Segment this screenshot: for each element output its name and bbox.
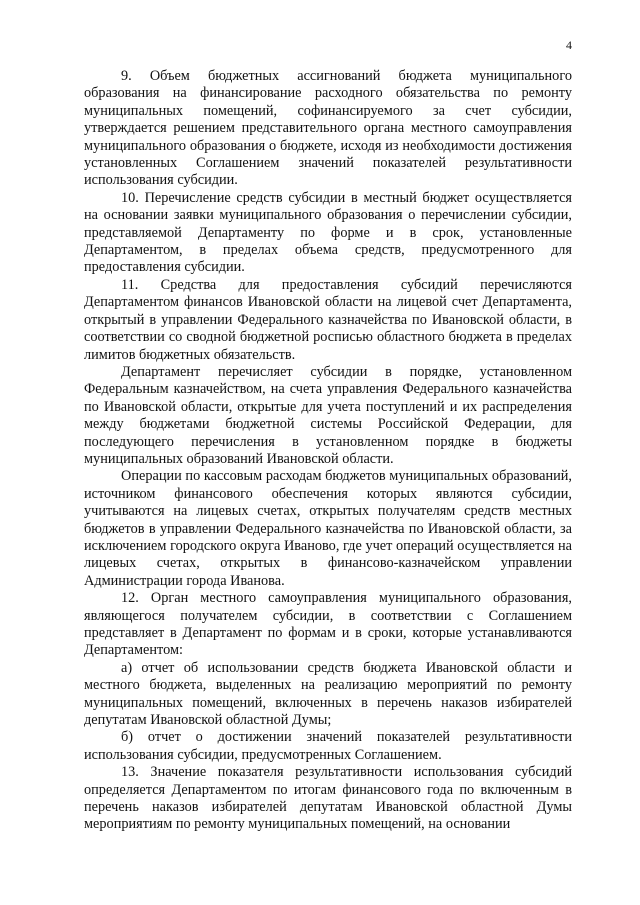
- paragraph-9: 9. Объем бюджетных ассигнований бюджета муниципального образования на финансирование расходного обязательства по ремонту муниципальных помещений, софинансируемого за счет субсидии, утверждается решением представительного органа местного самоуправления муниципального образования о бюджете, исходя из необходимости достижения установленных Соглашением значений показателей результативности использования субсидии.: [84, 68, 572, 189]
- paragraph-13: 13. Значение показателя результативности использования субсидий определяется Департаментом по итогам финансового года по включенным в перечень наказов избирателей депутатам Ивановской областной Думы мероприятиям по ремонту муниципальных помещений, на основании: [84, 764, 572, 833]
- paragraph-12-b: б) отчет о достижении значений показателей результативности использования субсидии, предусмотренных Соглашением.: [84, 729, 572, 763]
- paragraph-11-transfer: Департамент перечисляет субсидии в порядке, установленном Федеральным казначейством, на счета управления Федерального казначейства по Ивановской области, открытые для учета поступлений и их распределения между бюджетами бюджетной системы Российской Федерации, для последующего перечисления в установленном порядке в бюджеты муниципальных образований Ивановской области.: [84, 363, 572, 467]
- document-body: [84, 68, 572, 834]
- paragraph-10: 10. Перечисление средств субсидии в местный бюджет осуществляется на основании заявки муниципального образования о перечислении субсидии, представляемой Департаменту по форме и в срок, установленные Департаментом, в пределах объема средств, предусмотренного для предоставления субсидии.: [84, 189, 572, 276]
- paragraph-11: 11. Средства для предоставления субсидий перечисляются Департаментом финансов Ивановской области на лицевой счет Департамента, открытый в управлении Федерального казначейства по Ивановской области, в соответствии со сводной бюджетной росписью областного бюджета в пределах лимитов бюджетных обязательств.: [84, 276, 572, 363]
- page-number: 4: [566, 38, 572, 52]
- paragraph-12: 12. Орган местного самоуправления муниципального образования, являющегося получателем субсидии, в соответствии с Соглашением представляет в Департамент по формам и в сроки, которые устанавливаются Департаментом:: [84, 590, 572, 659]
- paragraph-11-operations: Операции по кассовым расходам бюджетов муниципальных образований, источником финансового обеспечения которых являются субсидии, учитываются на лицевых счетах, открытых получателям средств местных бюджетов в управлении Федерального казначейства по Ивановской области, за исключением городского округа Иваново, где учет операций осуществляется на лицевых счетах, открытых в финансово-казначейском управлении Администрации города Иванова.: [84, 468, 572, 589]
- paragraph-12-a: а) отчет об использовании средств бюджета Ивановской области и местного бюджета, выделенных на реализацию мероприятий по ремонту муниципальных помещений, включенных в перечень наказов избирателей депутатам Ивановской областной Думы;: [84, 659, 572, 729]
